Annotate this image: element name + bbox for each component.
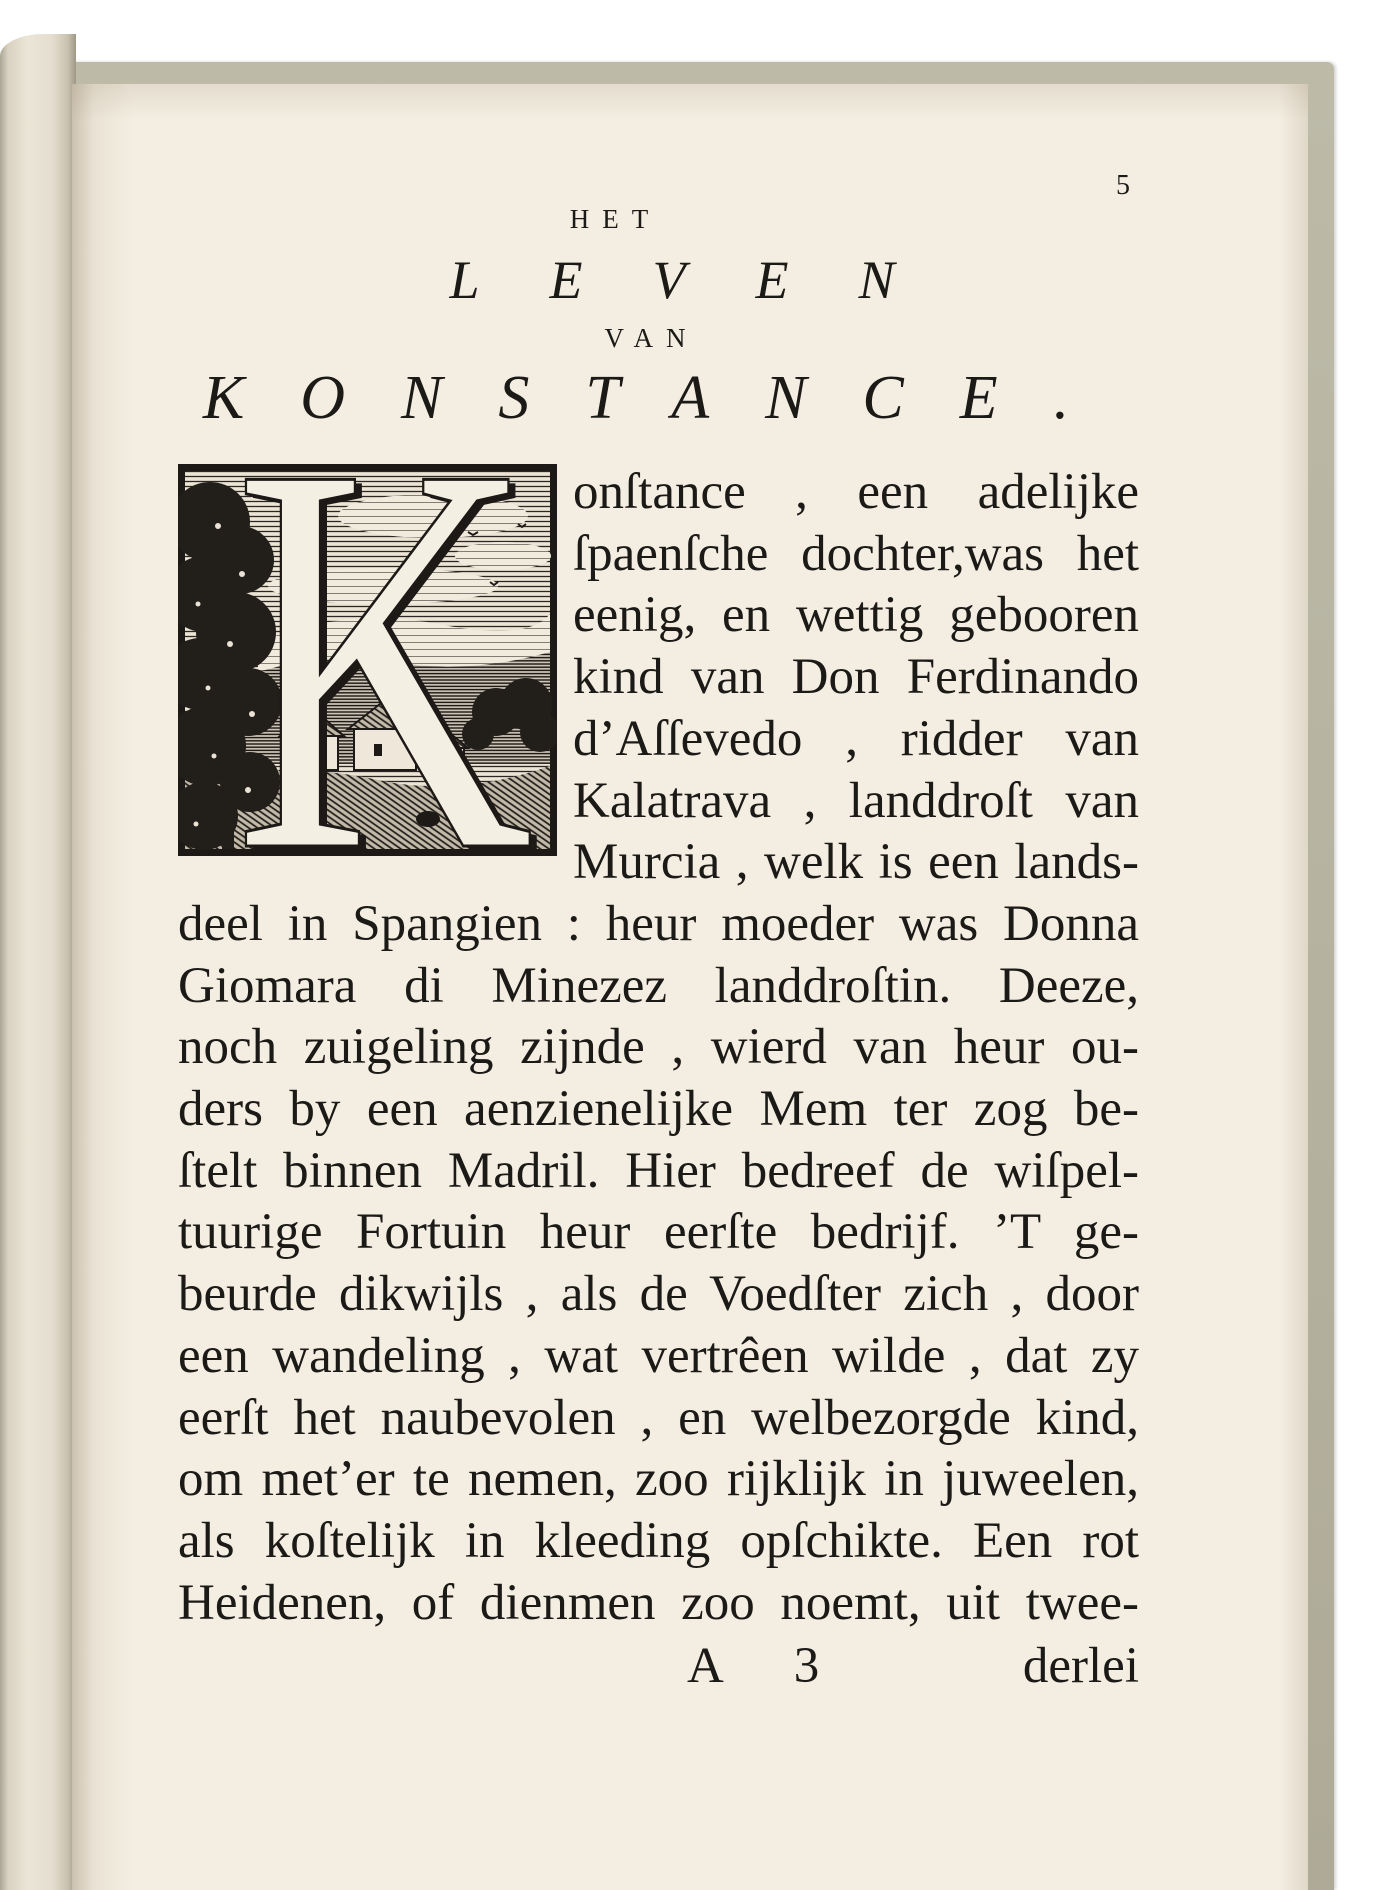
text-line: Murcia , welk is een lands- bbox=[573, 834, 1139, 890]
signature-mark: A 3 bbox=[687, 1638, 850, 1694]
text-line: kind van Don Ferdinando bbox=[573, 649, 1139, 705]
text-line: ſpaenſche dochter,was het bbox=[573, 526, 1139, 582]
text-line: beurde dikwijls , als de Voedſter zich , door bbox=[178, 1266, 1139, 1322]
title-pre: HET bbox=[569, 204, 662, 234]
text-line: noch zuigeling zijnde , wierd van heur ou- bbox=[178, 1019, 1139, 1075]
text-line: tuurige Fortuin heur eerſte bedrijf. ’T ge- bbox=[178, 1204, 1139, 1260]
text-line: ſtelt binnen Madril. Hier bedreef de wiſpel- bbox=[178, 1143, 1139, 1199]
woodcut-initial bbox=[178, 464, 557, 856]
text-line: Giomara di Minezez landdroſtin. Deeze, bbox=[178, 958, 1139, 1014]
text-line: een wandeling , wat vertrêen wilde , dat zy bbox=[178, 1328, 1139, 1384]
text-line: deel in Spangien : heur moeder was Donna bbox=[178, 896, 1139, 952]
text-line: onſtance , een adelijke bbox=[573, 464, 1139, 520]
initial-letter: K bbox=[234, 464, 534, 856]
title-main: LEVEN bbox=[449, 250, 965, 310]
text-line: om met’er te nemen, zoo rijklijk in juweelen, bbox=[178, 1451, 1139, 1507]
text-line: Kalatrava , landdroſt van bbox=[573, 773, 1139, 829]
text-line: ders by een aenzienelijke Mem ter zog be- bbox=[178, 1081, 1139, 1137]
text-line: als koſtelijk in kleeding opſchikte. Een rot bbox=[178, 1513, 1139, 1569]
text-line: Heidenen, of dienmen zoo noemt, uit twee- bbox=[178, 1575, 1139, 1631]
title-name: KONSTANCE. bbox=[202, 364, 1126, 432]
text-line: eerſt het naubevolen , en welbezorgde kind, bbox=[178, 1390, 1139, 1446]
text-line: eenig, en wettig gebooren bbox=[573, 587, 1139, 643]
title-connector: VAN bbox=[604, 323, 699, 353]
catchword: derlei bbox=[1022, 1638, 1139, 1694]
page-number: 5 bbox=[1116, 170, 1130, 201]
text-line: d’Aſſevedo , ridder van bbox=[573, 711, 1139, 767]
initial-letter-shadow: K bbox=[241, 464, 541, 856]
